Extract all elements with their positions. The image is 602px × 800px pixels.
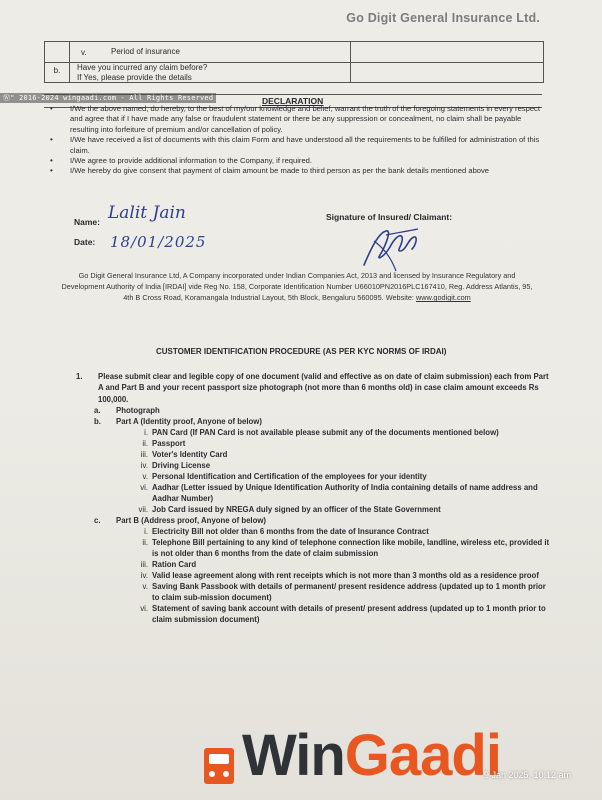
item-marker: a. — [94, 406, 101, 416]
list-item — [76, 416, 552, 427]
bullet-icon: • — [50, 166, 53, 176]
item-text: Voter's Identity Card — [152, 450, 228, 460]
item-text: Part B (Address proof, Anyone of below) — [116, 516, 267, 526]
date-label: Date: — [74, 237, 96, 247]
item-marker: v. — [142, 582, 148, 592]
point-number: 1. — [76, 372, 83, 381]
declaration-text: I/We agree to provide additional information to the Company, if required. — [70, 156, 313, 166]
bullet-icon: • — [50, 104, 53, 113]
item-marker: ii. — [142, 538, 148, 548]
name-label: Name: — [74, 217, 100, 227]
item-marker: v. — [142, 472, 148, 482]
list-item — [48, 166, 548, 176]
item-text: Part A (Identity proof, Anyone of below) — [116, 417, 262, 427]
brand-watermark — [198, 723, 501, 788]
item-text: Electricity Bill not older than 6 months from the date of Insurance Contract — [152, 527, 429, 537]
handwritten-date: 18/01/2025 — [110, 233, 207, 251]
item-text: Valid lease agreement along with rent receipts which is not more than 3 months old as a residence proof — [152, 571, 539, 581]
company-information — [60, 270, 534, 304]
item-text: Saving Bank Passbook with details of permanent/ present residence address (updated up to 1 month prior to claim sub-mission document) — [152, 582, 546, 603]
list-item — [76, 471, 552, 482]
item-text: Job Card issued by NREGA duly signed by an officer of the State Government — [152, 505, 441, 515]
brand-part-gaadi: Gaadi — [344, 723, 501, 788]
row-label-line: If Yes, please provide the details — [77, 73, 192, 82]
declaration-text: I/We the above named, do hereby, to the best of my/our knowledge and belief, warrant the truth of the foregoing statements in every respect and agree that if I have made any false or fraudulent statement or there be any suppression or concealment, no claim shall be payable resulting into forfeiture of premium and/or cancellation of policy. — [70, 104, 540, 134]
item-text: Ration Card — [152, 560, 197, 570]
copyright-watermark: Ⓦ" 2016-2024 wingaadi.com - All Rights Reserved — [0, 93, 216, 103]
row-number: b. — [53, 66, 61, 75]
list-item — [48, 104, 548, 135]
photo-timestamp: 9 Jan 2025, 10:12 am — [484, 770, 572, 780]
item-marker: vii. — [138, 505, 148, 515]
list-item — [76, 515, 552, 526]
declaration-title: DECLARATION — [262, 96, 324, 106]
brand-part-win: Win — [242, 723, 345, 788]
item-text: Statement of saving bank account with details of present/ present address (updated up to 1 month prior to claim submission document) — [152, 604, 546, 625]
item-text: Driving License — [152, 461, 211, 471]
kyc-title: CUSTOMER IDENTIFICATION PROCEDURE (AS PER KYC NORMS OF IRDAI) — [156, 347, 447, 356]
signature-label: Signature of Insured/ Claimant: — [326, 212, 453, 222]
point-text: Please submit clear and legible copy of one document (valid and effective as on date of claim submission) each from Part A and Part B and your recent passport size photograph (not more than 6 months old) in case claim amount exceeds Rs 100,000. — [98, 372, 549, 404]
list-item — [76, 559, 552, 570]
signature-block — [74, 203, 534, 267]
item-marker: i. — [144, 527, 148, 537]
item-text: Passport — [152, 439, 186, 449]
list-item — [48, 156, 548, 166]
item-marker: ii. — [142, 439, 148, 449]
item-text: Photograph — [116, 406, 160, 416]
company-header: Go Digit General Insurance Ltd. — [346, 11, 540, 25]
website-link[interactable]: www.godigit.com — [415, 293, 471, 303]
item-text: PAN Card (If PAN Card is not available please submit any of the documents mentioned below) — [152, 428, 499, 438]
declaration-text: I/We hereby do give consent that payment of claim amount be made to third person as per the bank details mentioned above — [70, 166, 490, 176]
item-marker: b. — [94, 417, 101, 427]
row-sub-number: v. — [81, 48, 87, 57]
list-item — [76, 460, 552, 471]
bullet-icon: • — [50, 156, 53, 166]
row-label: Period of insurance — [111, 47, 180, 56]
list-item — [76, 504, 552, 515]
item-marker: vi. — [140, 604, 148, 614]
list-item — [76, 603, 552, 625]
row-label — [77, 63, 207, 83]
list-item — [76, 570, 552, 581]
list-item — [48, 135, 548, 156]
item-marker: i. — [144, 428, 148, 438]
list-item — [76, 449, 552, 460]
table-row — [45, 42, 543, 63]
kyc-point — [76, 371, 552, 405]
list-item — [76, 526, 552, 537]
item-text: Telephone Bill pertaining to any kind of telephone connection like mobile, landline, wireless etc, provided it is not older than 6 months from the date of claim submission — [152, 538, 550, 559]
signature-icon — [356, 221, 426, 275]
item-marker: iv. — [140, 571, 148, 581]
list-item — [76, 581, 552, 603]
table-row — [45, 62, 543, 82]
handwritten-name: Lalit Jain — [108, 203, 186, 223]
item-text: Personal Identification and Certification of the employees for your identity — [152, 472, 427, 482]
item-marker: iii. — [140, 560, 148, 570]
item-marker: c. — [94, 516, 101, 526]
item-marker: vi. — [140, 483, 148, 493]
list-item — [76, 537, 552, 559]
list-item — [76, 405, 552, 416]
company-info-text: Go Digit General Insurance Ltd, A Company incorporated under Indian Companies Act, 2013 and licensed by Insurance Regulatory and Development Authority of India [IRDAI] vide Reg No. 158, Corporate Identification Number U66010PN2016PLC167410, Reg. Address Atlantis, 95, 4th B Cross Road, Koramangala Industrial Layout, 5th Block, Bengaluru 560095. Website: — [61, 271, 533, 303]
item-text: Aadhar (Letter issued by Unique Identification Authority of India containing details of name address and Aadhar Number) — [152, 483, 538, 504]
kyc-instructions — [76, 371, 552, 625]
list-item — [76, 482, 552, 504]
bullet-icon: • — [50, 135, 53, 145]
list-item — [76, 438, 552, 449]
item-marker: iv. — [140, 461, 148, 471]
declaration-text: I/We have received a list of documents with this claim Form and have understood all the requirements to be fulfilled for administration of this claim. — [70, 135, 540, 155]
list-item — [76, 427, 552, 438]
row-label-line: Have you incurred any claim before? — [77, 63, 208, 72]
item-marker: iii. — [140, 450, 148, 460]
claim-details-table — [44, 41, 544, 83]
declaration-list — [48, 104, 548, 177]
